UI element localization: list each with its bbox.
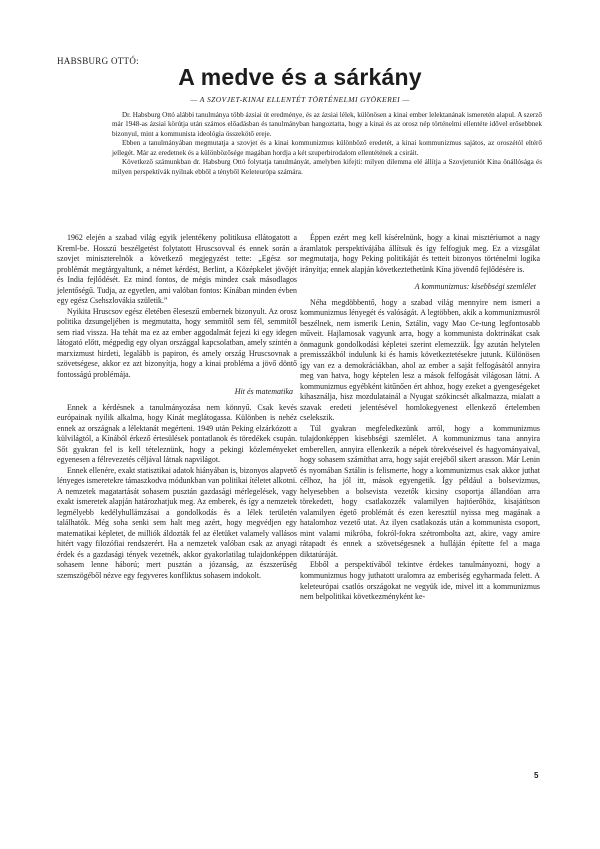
section-heading: A kommunizmus: kisebbségi szemlélet	[414, 282, 536, 292]
article-subtitle: — A SZOVJET-KINAI ELLENTÉT TÖRTÉNELMI GYÖKEREI —	[190, 95, 410, 104]
article-title: A medve és a sárkány	[178, 64, 422, 90]
intro-paragraph: Következő számunkban dr. Habsburg Ottó folytatja tanulmányát, amelyben kifejti: milyen dilemma elé állítja a Szovjetuniót Kina önállósága és milyen perspektívák nyilnak ebből a tényből Keleteurópa számára.	[112, 158, 542, 176]
body-paragraph: Túl gyakran megfeledkezünk arról, hogy a kommunizmus tulajdonképpen kisebbségi szemlélet. A kommunizmus tana annyira emberellen, annyira ellenkezik a népek törekvéseivel és hagyományaival, hogy sohasem számíthat arra, hogy saját erejéből sikert arasson. Már Lenin és nyomában Sztálin is felismerte, hogy a kommunizmus csak akkor juthat célhoz, ha jól itt, mások egyengetik. Így például a bolsevizmus, helyesebben a bolsevista vezetők kicsiny csoportja állandóan arra törekedett, hogy csatlakozzék valamilyen hajtóerőhöz, kisajátítson valamilyen égető problémát és ezen keresztül nyissa meg magának a hatalomhoz vezető utat. Az ilyen csatlakozás után a kommunista csoport, mint valami mikróba, fokról-fokra szétrombolta azt, akire, vagy amire rátapadt és ennek a szövetségesnek a hulláján építette fel a maga diktatúráját.	[300, 423, 540, 559]
left-text-column	[57, 233, 297, 582]
editorial-intro	[112, 111, 542, 177]
body-paragraph: Nyikita Hruscsov egész életében ēleseszű embernek bizonyult. Az orosz politika dzsungeljében is megmutatta, hogy semmitől sem fél, semmitől sem riad vissza. Ha tehát ma ez az ember aggodalmát fejezi ki egy idegen látogató előtt, mégpedig egy olyan országgal kapcsolatban, amely szintén a marxizmust hirdeti, legalább is papiron, és amely ország Hruscsovnak a szövetségese, akkor ez azt bizonyítja, hogy a kinai probléma a jövő döntő fontosságú problémája.	[57, 306, 297, 379]
author-byline: HABSBURG OTTÓ:	[57, 56, 139, 66]
body-paragraph: Éppen ezért meg kell kísérelnünk, hogy a kinai misztériumot a nagy áramlatok perspektívájába állítsuk és így felfogjuk meg. Ez a vizsgálat megmutatja, hogy Peking politikáját és tetteit bizonyos történelmi logika irányítja; ennek alapján következtethetünk Kína jövendő fejlődésére is.	[300, 233, 540, 274]
page-number: 5	[534, 771, 539, 780]
body-paragraph: Ebből a perspektívából tekintve érdekes tanulmányozni, hogy a kommunizmus hogy juthatott uralomra az emberiség egyharmada felett. A keleteurópai csatlós országokat ne vegyük ide, mivel itt a kommunizmus nem belpolitikai következményként ke-	[300, 560, 540, 602]
body-paragraph: Néha megdöbbentő, hogy a szabad világ mennyire nem ismeri a kommunizmus lényegét és valóságát. A legtöbben, akik a kommunizmusról beszélnek, nem ismerik Lenin, Sztálin, vagy Mao Ce-tung legfontosabb műveit. Hajlamosak vagyunk arra, hogy a kommunista doktrinákat csak önmagunk gondolkodási képletei szerint elemezzük. Így azután helytelen premisszákból indulunk ki és hamis következtetésekre jutunk. Különösen így van ez a demokráciákban, ahol az ember a saját felfogásától annyira meg van hatva, hogy képtelen lesz a mások felfogását világosan látni. A kommunizmus egyébként kitűnően ért ahhoz, hogy ezeket a gyengeségeket kihasználja, hisz mozdulatainál a Nyugat szókincsét alkalmazza, mialatt a szavak eredeti jelentésével homlokegyenest ellenkező értelemben cselekszik.	[300, 297, 540, 423]
section-heading: Hit és matematika	[234, 387, 293, 397]
intro-paragraph: Ebben a tanulmányában megmutatja a szovjet és a kinai kommunizmus különböző eredetét, a kinai kommunizmus sajátos, az oroszétól eltérő jellegét. Már az eredetnek és a különbözősége magában hordja a két szuperbirodalom ellentétének a csiráit.	[112, 139, 542, 157]
intro-paragraph: Dr. Habsburg Ottó alábbi tanulmánya több ázsiai út eredménye, és az ázsiai lélek, különösen a kinai ember lelektanának ismeretén alapul. A szerző már 1948-as ázsiai körútja után számos előadásban és tanulmányban hangoztatta, hogy a kinai és az orosz nép történelmi ellentéte idővel erősebbnek bizonyul, mint a kommunista ideológia összekötő ereje.	[112, 111, 542, 138]
right-text-column	[300, 233, 540, 603]
body-paragraph: Ennek ellenére, exakt statisztikai adatok hiányában is, bizonyos alapvető lényeges ismeretekre támaszkodva módunkban van politikai ítéletet alkotni. A nemzetek magatartását sohasem pusztán gazdasági mérlegelések, vagy exakt ismeretek alapján határozhatjuk meg. Az emberek, és így a nemzetek legmélyebb kedélyhullámzásai a gondolkodás és a lélek területén találhatók. Még soha senki sem halt meg azért, hogy megvédjen egy matematikai képletet, de milliók áldozták fel az életüket valamely vallásos hitért vagy filozófiai rendszerért. Ha a nemzetek valóban csak az anyagi érdek és a gazdasági tények vezetnék, akkor gyakorlatilag tulajdonképpen sohasem lenne háború; mert pusztán a józanság, az észszerűség szemszögéből nézve egy fegyveres konfliktus sohasem indokolt.	[57, 465, 297, 580]
body-paragraph: 1962 elején a szabad világ egyik jelentékeny politikusa ellátogatott a Kreml-be. Hosszú beszélgetést folytatott Hruscsovval és ennek során a szovjet miniszterelnök a következő megjegyzést tette: „Egész sor problémát megtárgyaltunk, a német kérdést, Berlint, a Középkelet jövőjét és India fejlődését. Ez mind fontos, de mégis mindez csak másodlagos jelentőségű. Tudja, az egyetlen, ami valóban fontos: Kínában minden évben egy egész Csehszlovákia születik.”	[57, 233, 297, 306]
body-paragraph: Ennek a kérdésnek a tanulmányozása nem könnyű. Csak kevés európainak nyilik alkalma, hogy Kinát meglátogassa. Különben is nehéz ennek az országnak a lélektanát megérteni. 1949 után Peking elzárkózott a külvilágtól, a Kínából érkező értesülések pontatlanok és töredékek csupán. Sőt gyakran fel is kell tételeznünk, hogy a pekingi közleményeket egyenesen a félrevezetés céljával látnak napvilágot.	[57, 402, 297, 465]
